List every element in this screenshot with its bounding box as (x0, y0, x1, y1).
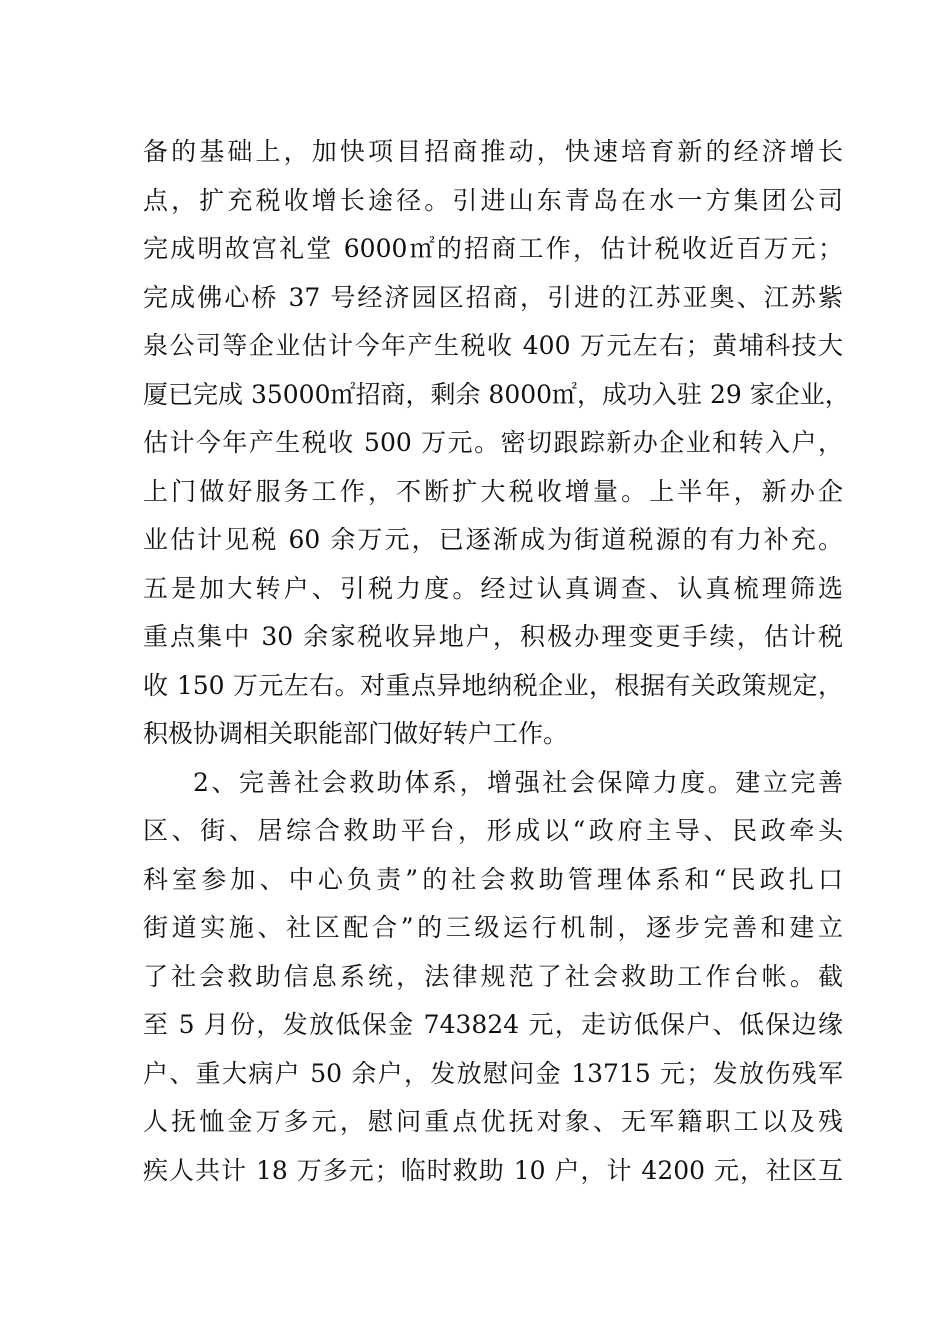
text-line: 完成明故宫礼堂 6000㎡的招商工作，估计税收近百万元； (143, 234, 843, 263)
text-line: 备的基础上，加快项目招商推动，快速培育新的经济增长 (143, 137, 843, 166)
text-line: 疾人共计 18 万多元；临时救助 10 户，计 4200 元，社区互 (143, 1155, 843, 1185)
text-line: 重点集中 30 余家税收异地户，积极办理变更手续，估计税 (143, 622, 843, 651)
text-line: 估计今年产生税收 500 万元。密切跟踪新办企业和转入户， (143, 428, 843, 457)
text-line: 厦已完成 35000㎡招商，剩余 8000㎡，成功入驻 29 家企业， (143, 379, 850, 409)
paragraph-start-line: 2、完善社会救助体系，增强社会保障力度。建立完善 (193, 767, 843, 797)
body-text (143, 128, 850, 1195)
text-line: 积极协调相关职能部门做好转户工作。 (143, 719, 569, 748)
text-line: 上门做好服务工作，不断扩大税收增量。上半年，新办企 (143, 476, 843, 506)
text-line: 泉公司等企业估计今年产生税收 400 万元左右；黄埔科技大 (143, 331, 843, 360)
text-line: 了社会救助信息系统，法律规范了社会救助工作台帐。截 (143, 961, 843, 991)
text-line: 科室参加、中心负责”的社会救助管理体系和“民政扎口 (143, 864, 843, 894)
text-line: 人抚恤金万多元，慰问重点优抚对象、无军籍职工以及残 (143, 1107, 843, 1136)
text-line: 业估计见税 60 余万元，已逐渐成为街道税源的有力补充。 (143, 525, 843, 554)
text-line: 完成佛心桥 37 号经济园区招商，引进的江苏亚奥、江苏紫 (143, 282, 843, 312)
text-line: 区、街、居综合救助平台，形成以“政府主导、民政牵头 (143, 816, 843, 845)
text-line: 户、重大病户 50 余户，发放慰问金 13715 元；发放伤残军 (143, 1058, 843, 1088)
text-line: 至 5 月份，发放低保金 743824 元，走访低保户、低保边缘 (143, 1010, 843, 1039)
text-line: 街道实施、社区配合”的三级运行机制，逐步完善和建立 (143, 913, 843, 942)
text-line: 点，扩充税收增长途径。引进山东青岛在水一方集团公司 (143, 185, 843, 215)
text-line: 五是加大转户、引税力度。经过认真调查、认真梳理筛选 (143, 573, 843, 603)
text-line: 收 150 万元左右。对重点异地纳税企业，根据有关政策规定， (143, 670, 843, 700)
